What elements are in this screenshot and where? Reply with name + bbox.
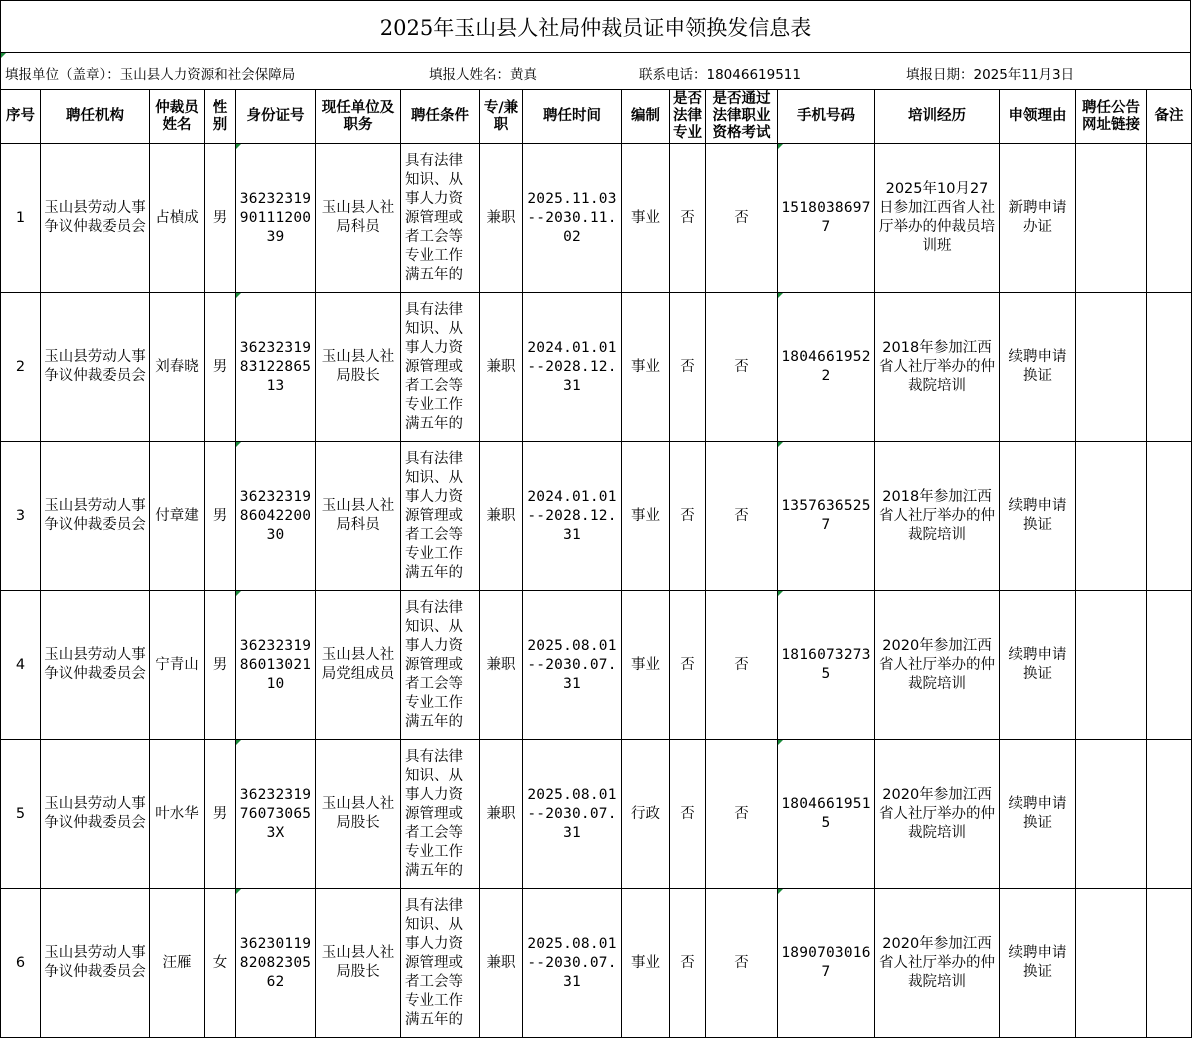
cell-id-text: 362323198601302110 <box>239 637 312 692</box>
cell-link[interactable] <box>1076 293 1147 442</box>
cell-condition-text: 具有法律知识、从事人力资源管理或者工会等专业工作满五年的 <box>405 748 463 879</box>
header-row <box>1 90 1192 144</box>
filler-name: 填报人姓名：黄真 <box>429 67 537 83</box>
cell-name-text: 刘春晓 <box>155 358 199 375</box>
cell-staffing-text: 事业 <box>631 954 660 971</box>
cell-org-text: 玉山县劳动人事争议仲裁委员会 <box>44 945 146 980</box>
cell-training[interactable] <box>875 144 1000 293</box>
cell-id-text: 362323198312286513 <box>239 339 312 394</box>
cell-name-text: 叶水华 <box>155 805 199 822</box>
cell-law-major[interactable] <box>670 144 706 293</box>
table-row <box>1 442 1192 591</box>
cell-mobile-text: 18160732735 <box>781 647 871 682</box>
cell-position[interactable] <box>316 293 401 442</box>
table-row <box>1 740 1192 889</box>
cell-reason[interactable] <box>1000 591 1076 740</box>
header-condition[interactable]: 聘任条件 <box>401 90 480 144</box>
cell-training-text: 2020年参加江西省人社厅举办的仲裁院培训 <box>879 786 995 841</box>
table-row <box>1 889 1192 1038</box>
cell-gender-text: 女 <box>212 954 228 971</box>
cell-staffing[interactable] <box>622 740 670 889</box>
cell-seq[interactable] <box>1 889 41 1038</box>
cell-reason-text: 新聘申请办证 <box>1008 200 1067 235</box>
cell-seq-text: 3 <box>15 507 26 524</box>
cell-position[interactable] <box>316 144 401 293</box>
cell-gender[interactable] <box>205 144 236 293</box>
info-row <box>0 53 1191 90</box>
cell-fulltime[interactable] <box>480 889 523 1038</box>
cell-mobile-text: 18907030167 <box>781 945 871 980</box>
header-seq[interactable]: 序号 <box>1 90 41 144</box>
cell-fulltime[interactable] <box>480 293 523 442</box>
header-link[interactable] <box>1076 90 1147 144</box>
cell-training-text: 2018年参加江西省人社厅举办的仲裁院培训 <box>879 339 995 394</box>
cell-name-text: 付章建 <box>155 507 199 524</box>
cell-mobile-text: 18046619522 <box>781 349 871 384</box>
header-remark-label: 备注 <box>1154 108 1184 124</box>
cell-period-text: 2025.08.01--2030.07.31 <box>527 637 617 692</box>
cell-remark[interactable] <box>1147 889 1192 1038</box>
cell-law-major-text: 否 <box>680 656 695 673</box>
cell-gender-text: 男 <box>212 507 228 524</box>
cell-name[interactable] <box>150 889 205 1038</box>
header-reason[interactable]: 申领理由 <box>1000 90 1076 144</box>
cell-name[interactable] <box>150 442 205 591</box>
cell-training[interactable] <box>875 442 1000 591</box>
cell-id[interactable] <box>236 591 316 740</box>
comment-indicator <box>778 442 783 447</box>
cell-period-text: 2025.08.01--2030.07.31 <box>527 786 617 841</box>
cell-fulltime-text: 兼职 <box>486 358 516 375</box>
cell-link[interactable] <box>1076 889 1147 1038</box>
cell-fulltime[interactable] <box>480 144 523 293</box>
cell-law-exam[interactable] <box>706 591 778 740</box>
cell-fulltime[interactable] <box>480 591 523 740</box>
cell-law-major[interactable] <box>670 889 706 1038</box>
cell-training-text: 2025年10月27日参加江西省人社厅举办的仲裁员培训班 <box>879 181 995 254</box>
cell-training[interactable] <box>875 293 1000 442</box>
cell-law-exam[interactable] <box>706 889 778 1038</box>
comment-indicator <box>778 740 783 745</box>
cell-remark[interactable] <box>1147 591 1192 740</box>
cell-name-text: 宁青山 <box>155 656 199 673</box>
cell-id-text: 36232319760730653X <box>239 786 312 841</box>
cell-period-text: 2025.11.03--2030.11.02 <box>527 190 617 245</box>
cell-law-major[interactable] <box>670 442 706 591</box>
comment-indicator <box>236 144 241 149</box>
cell-law-exam-text: 否 <box>734 656 749 673</box>
cell-law-major[interactable] <box>670 591 706 740</box>
cell-name-text: 汪雁 <box>162 954 192 971</box>
cell-law-major[interactable] <box>670 740 706 889</box>
cell-reason-text: 续聘申请换证 <box>1008 647 1067 682</box>
cell-staffing-text: 行政 <box>631 805 660 822</box>
cell-mobile-text: 18046619515 <box>781 796 871 831</box>
cell-law-exam-text: 否 <box>734 209 749 226</box>
cell-org[interactable] <box>41 144 150 293</box>
cell-mobile[interactable] <box>778 740 875 889</box>
cell-training[interactable] <box>875 740 1000 889</box>
header-period[interactable]: 聘任时间 <box>523 90 622 144</box>
cell-mobile[interactable] <box>778 889 875 1038</box>
cell-mobile[interactable] <box>778 442 875 591</box>
header-org[interactable]: 聘任机构 <box>41 90 150 144</box>
cell-remark[interactable] <box>1147 442 1192 591</box>
cell-condition[interactable] <box>401 293 480 442</box>
cell-id[interactable] <box>236 293 316 442</box>
cell-position[interactable] <box>316 740 401 889</box>
cell-id-text: 362301198208230562 <box>239 935 312 990</box>
cell-reason-text: 续聘申请换证 <box>1008 796 1067 831</box>
header-name-label: 仲裁员姓名 <box>155 99 199 133</box>
cell-seq[interactable] <box>1 442 41 591</box>
cell-mobile[interactable] <box>778 144 875 293</box>
cell-name[interactable] <box>150 740 205 889</box>
cell-fulltime-text: 兼职 <box>486 954 516 971</box>
cell-reason[interactable] <box>1000 293 1076 442</box>
cell-org-text: 玉山县劳动人事争议仲裁委员会 <box>44 498 146 533</box>
cell-staffing[interactable] <box>622 889 670 1038</box>
comment-indicator <box>778 144 783 149</box>
cell-period[interactable] <box>523 591 622 740</box>
cell-law-exam[interactable] <box>706 144 778 293</box>
cell-fulltime[interactable] <box>480 740 523 889</box>
cell-seq-text: 1 <box>15 209 26 226</box>
cell-link[interactable] <box>1076 740 1147 889</box>
cell-org[interactable] <box>41 442 150 591</box>
cell-training-text: 2018年参加江西省人社厅举办的仲裁院培训 <box>879 488 995 543</box>
cell-period[interactable] <box>523 740 622 889</box>
header-law-major[interactable] <box>670 90 706 144</box>
cell-seq-text: 5 <box>15 805 26 822</box>
comment-indicator <box>236 740 241 745</box>
cell-law-major[interactable] <box>670 293 706 442</box>
cell-reason-text: 续聘申请换证 <box>1008 498 1067 533</box>
cell-law-major-text: 否 <box>680 358 695 375</box>
cell-condition-text: 具有法律知识、从事人力资源管理或者工会等专业工作满五年的 <box>405 152 463 283</box>
cell-seq-text: 4 <box>15 656 26 673</box>
cell-gender-text: 男 <box>212 656 228 673</box>
cell-condition-text: 具有法律知识、从事人力资源管理或者工会等专业工作满五年的 <box>405 301 463 432</box>
comment-indicator <box>236 293 241 298</box>
cell-name[interactable] <box>150 293 205 442</box>
header-gender[interactable] <box>205 90 236 144</box>
cell-staffing-text: 事业 <box>631 656 660 673</box>
cell-period[interactable] <box>523 144 622 293</box>
cell-org[interactable] <box>41 591 150 740</box>
cell-staffing[interactable] <box>622 591 670 740</box>
cell-mobile-text: 15180386977 <box>781 200 871 235</box>
header-staffing[interactable]: 编制 <box>622 90 670 144</box>
header-gender-label: 性别 <box>212 99 228 133</box>
table-row <box>1 591 1192 740</box>
cell-position-text: 玉山县人社局股长 <box>321 945 395 980</box>
cell-condition-text: 具有法律知识、从事人力资源管理或者工会等专业工作满五年的 <box>405 599 463 730</box>
cell-name[interactable] <box>150 591 205 740</box>
cell-period-text: 2024.01.01--2028.12.31 <box>527 339 617 394</box>
comment-indicator <box>236 442 241 447</box>
cell-staffing[interactable] <box>622 442 670 591</box>
cell-id[interactable] <box>236 144 316 293</box>
cell-gender[interactable] <box>205 740 236 889</box>
report-date: 填报日期：2025年11月3日 <box>906 67 1075 83</box>
cell-period-text: 2025.08.01--2030.07.31 <box>527 935 617 990</box>
comment-indicator <box>778 591 783 596</box>
header-id[interactable]: 身份证号 <box>236 90 316 144</box>
cell-gender-text: 男 <box>212 805 228 822</box>
cell-fulltime-text: 兼职 <box>486 656 516 673</box>
cell-position[interactable] <box>316 889 401 1038</box>
cell-mobile-text: 13576365257 <box>781 498 871 533</box>
header-fulltime-label: 专/兼职 <box>483 99 519 133</box>
comment-indicator <box>236 889 241 894</box>
cell-law-exam-text: 否 <box>734 507 749 524</box>
cell-link[interactable] <box>1076 591 1147 740</box>
cell-remark[interactable] <box>1147 144 1192 293</box>
cell-gender[interactable] <box>205 591 236 740</box>
cell-position-text: 玉山县人社局科员 <box>321 498 395 533</box>
cell-training-text: 2020年参加江西省人社厅举办的仲裁院培训 <box>879 637 995 692</box>
header-law-exam[interactable] <box>706 90 778 144</box>
cell-id-text: 362323199011120039 <box>239 190 312 245</box>
cell-id[interactable] <box>236 740 316 889</box>
reporting-unit: 填报单位（盖章）：玉山县人力资源和社会保障局 <box>5 67 296 83</box>
cell-law-exam[interactable] <box>706 293 778 442</box>
cell-period[interactable] <box>523 442 622 591</box>
cell-name-text: 占楨成 <box>155 209 199 226</box>
cell-org[interactable] <box>41 740 150 889</box>
cell-org-text: 玉山县劳动人事争议仲裁委员会 <box>44 647 146 682</box>
cell-position-text: 玉山县人社局股长 <box>321 349 395 384</box>
cell-seq-text: 6 <box>15 954 26 971</box>
cell-training-text: 2020年参加江西省人社厅举办的仲裁院培训 <box>879 935 995 990</box>
cell-position-text: 玉山县人社局党组成员 <box>321 647 395 682</box>
cell-reason[interactable] <box>1000 442 1076 591</box>
cell-period[interactable] <box>523 293 622 442</box>
cell-org[interactable] <box>41 293 150 442</box>
cell-reason[interactable] <box>1000 889 1076 1038</box>
header-training[interactable]: 培训经历 <box>875 90 1000 144</box>
cell-law-exam-text: 否 <box>734 805 749 822</box>
cell-seq-text: 2 <box>15 358 26 375</box>
header-remark[interactable] <box>1147 90 1192 144</box>
cell-seq[interactable] <box>1 591 41 740</box>
cell-law-exam[interactable] <box>706 442 778 591</box>
cell-law-major-text: 否 <box>680 507 695 524</box>
header-mobile[interactable]: 手机号码 <box>778 90 875 144</box>
cell-org-text: 玉山县劳动人事争议仲裁委员会 <box>44 796 146 831</box>
cell-seq[interactable] <box>1 144 41 293</box>
cell-link[interactable] <box>1076 144 1147 293</box>
cell-law-major-text: 否 <box>680 209 695 226</box>
cell-fulltime-text: 兼职 <box>486 209 516 226</box>
cell-position-text: 玉山县人社局股长 <box>321 796 395 831</box>
cell-gender[interactable] <box>205 889 236 1038</box>
table-row <box>1 144 1192 293</box>
cell-gender[interactable] <box>205 293 236 442</box>
header-position[interactable] <box>316 90 401 144</box>
comment-indicator <box>778 889 783 894</box>
cell-id-text: 362323198604220030 <box>239 488 312 543</box>
cell-fulltime-text: 兼职 <box>486 805 516 822</box>
cell-staffing[interactable] <box>622 293 670 442</box>
cell-condition[interactable] <box>401 442 480 591</box>
cell-period-text: 2024.01.01--2028.12.31 <box>527 488 617 543</box>
cell-condition[interactable] <box>401 889 480 1038</box>
cell-fulltime-text: 兼职 <box>486 507 516 524</box>
cell-org-text: 玉山县劳动人事争议仲裁委员会 <box>44 200 146 235</box>
cell-org[interactable] <box>41 889 150 1038</box>
cell-condition-text: 具有法律知识、从事人力资源管理或者工会等专业工作满五年的 <box>405 450 463 581</box>
contact-phone: 联系电话：18046619511 <box>639 67 801 83</box>
cell-condition-text: 具有法律知识、从事人力资源管理或者工会等专业工作满五年的 <box>405 897 463 1028</box>
table-row <box>1 293 1192 442</box>
cell-remark[interactable] <box>1147 293 1192 442</box>
cell-name[interactable] <box>150 144 205 293</box>
cell-condition[interactable] <box>401 740 480 889</box>
header-law-major-label: 是否法律专业 <box>673 91 702 141</box>
cell-condition[interactable] <box>401 591 480 740</box>
cell-link[interactable] <box>1076 442 1147 591</box>
cell-position[interactable] <box>316 591 401 740</box>
table-title: 2025年玉山县人社局仲裁员证申领换发信息表 <box>0 0 1191 53</box>
header-link-label: 聘任公告网址链接 <box>1082 99 1140 133</box>
cell-gender-text: 男 <box>212 358 228 375</box>
header-fulltime[interactable] <box>480 90 523 144</box>
cell-fulltime[interactable] <box>480 442 523 591</box>
cell-gender[interactable] <box>205 442 236 591</box>
cell-staffing[interactable] <box>622 144 670 293</box>
cell-reason-text: 续聘申请换证 <box>1008 945 1067 980</box>
cell-remark[interactable] <box>1147 740 1192 889</box>
cell-mobile[interactable] <box>778 293 875 442</box>
header-name[interactable] <box>150 90 205 144</box>
comment-indicator <box>778 293 783 298</box>
cell-training[interactable] <box>875 889 1000 1038</box>
cell-org-text: 玉山县劳动人事争议仲裁委员会 <box>44 349 146 384</box>
cell-law-major-text: 否 <box>680 805 695 822</box>
cell-reason[interactable] <box>1000 144 1076 293</box>
header-position-label: 现任单位及职务 <box>321 99 395 133</box>
comment-indicator <box>236 591 241 596</box>
cell-condition[interactable] <box>401 144 480 293</box>
header-law-exam-label: 是否通过法律职业资格考试 <box>712 91 771 141</box>
table-body <box>1 144 1192 1038</box>
info-table <box>0 89 1192 1038</box>
cell-id[interactable] <box>236 442 316 591</box>
cell-law-major-text: 否 <box>680 954 695 971</box>
cell-staffing-text: 事业 <box>631 209 660 226</box>
cell-law-exam[interactable] <box>706 740 778 889</box>
cell-position[interactable] <box>316 442 401 591</box>
cell-reason[interactable] <box>1000 740 1076 889</box>
cell-training[interactable] <box>875 591 1000 740</box>
cell-law-exam-text: 否 <box>734 358 749 375</box>
comment-indicator <box>1 53 6 58</box>
cell-staffing-text: 事业 <box>631 358 660 375</box>
cell-id[interactable] <box>236 889 316 1038</box>
cell-staffing-text: 事业 <box>631 507 660 524</box>
cell-seq[interactable] <box>1 293 41 442</box>
cell-position-text: 玉山县人社局科员 <box>321 200 395 235</box>
cell-seq[interactable] <box>1 740 41 889</box>
cell-period[interactable] <box>523 889 622 1038</box>
cell-mobile[interactable] <box>778 591 875 740</box>
cell-reason-text: 续聘申请换证 <box>1008 349 1067 384</box>
cell-gender-text: 男 <box>212 209 228 226</box>
cell-law-exam-text: 否 <box>734 954 749 971</box>
